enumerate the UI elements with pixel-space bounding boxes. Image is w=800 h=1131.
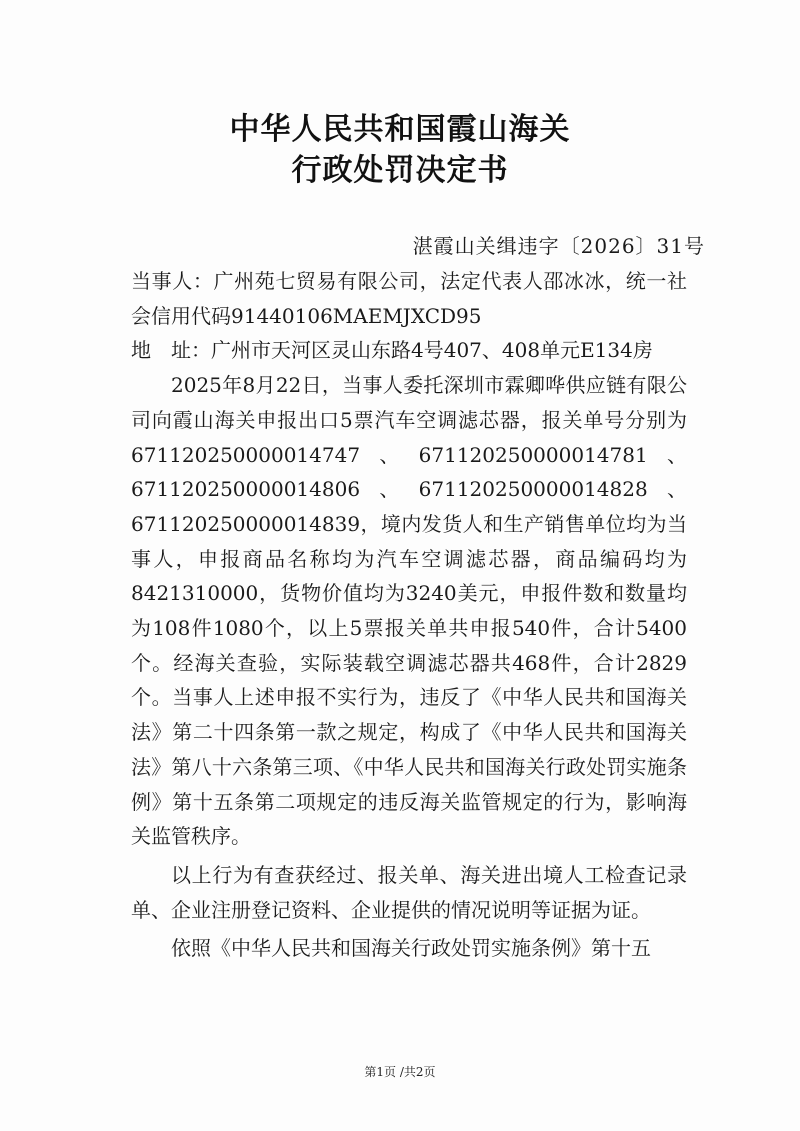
facts-paragraph: 2025年8月22日，当事人委托深圳市霖卿哗供应链有限公司向霞山海关申报出口5票汽车空调滤芯器，报关单号分别为671120250000014747、671120250000014781、671120250000014806、671120250000014828、671120250000014839，境内发货人和生产销售单位均为当事人，申报商品名称均为汽车空调滤芯器，商品编码均为8421310000，货物价值均为3240美元，申报件数和数量均为108件1080个，以上5票报关单共申报540件，合计5400个。经海关查验，实际装载空调滤芯器共468件，合计2829个。当事人上述申报不实行为，违反了《中华人民共和国海关法》第二十四条第一款之规定，构成了《中华人民共和国海关法》第八十六条第三项、《中华人民共和国海关行政处罚实施条例》第十五条第二项规定的违反海关监管规定的行为，影响海关监管秩序。 <box>131 373 687 849</box>
document-number: 湛霞山关缉违字〔2026〕31号 <box>412 234 705 258</box>
page-indicator: 第1页 /共2页 <box>364 1065 436 1079</box>
basis-paragraph: 依照《中华人民共和国海关行政处罚实施条例》第十五 <box>171 936 651 961</box>
evidence-paragraph: 以上行为有查获经过、报关单、海关进出境人工检查记录单、企业注册登记资料、企业提供的情况说明等证据为证。 <box>131 862 687 922</box>
document-subtitle: 行政处罚决定书 <box>291 153 509 188</box>
address-label: 地 址： <box>131 338 211 363</box>
address-line <box>131 333 687 368</box>
party-text: 广州苑七贸易有限公司，法定代表人邵冰冰，统一社会信用代码91440106MAEMJXCD95 <box>131 269 688 328</box>
document-title: 中华人民共和国霞山海关 <box>229 112 571 147</box>
party-label: 当事人： <box>131 269 214 293</box>
document-body <box>131 264 687 966</box>
party-line <box>131 264 687 333</box>
address-text: 广州市天河区灵山东路4号407、408单元E134房 <box>211 338 653 363</box>
